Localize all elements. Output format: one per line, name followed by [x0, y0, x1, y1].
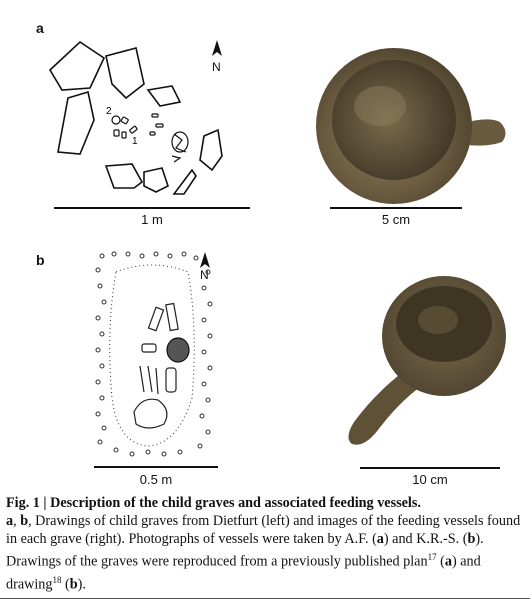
stone-8 [174, 170, 196, 194]
stone-1 [50, 42, 104, 90]
caption-text: ) and K.R.-S. ( [383, 531, 468, 547]
caption-ref: b [69, 576, 78, 593]
skeleton [134, 304, 178, 428]
caption-citation: 18 [52, 574, 62, 585]
north-arrow-icon [210, 40, 224, 58]
scale-label-a-drawing: 1 m [141, 212, 163, 227]
figure-caption [6, 494, 524, 593]
vessel-b-marker [167, 338, 189, 362]
caption-ref: b [20, 513, 29, 529]
scale-bar-a-photo [330, 207, 462, 209]
panel-letter-b: b [36, 252, 45, 268]
bottom-rule [0, 598, 530, 599]
caption-text: ). Drawings of the graves were reproduced from a previously published plan [6, 531, 484, 570]
caption-text: ). [77, 576, 86, 593]
vessel-a-photo [310, 44, 524, 208]
caption-ref: b [467, 531, 476, 547]
skull [134, 399, 167, 428]
scale-label-b-photo: 10 cm [412, 472, 448, 487]
stone-4 [58, 92, 94, 154]
caption-text: ) and drawing [6, 553, 481, 593]
north-label-b: N [200, 268, 209, 282]
panel-letter-a: a [36, 20, 44, 36]
label-2: 2 [106, 106, 112, 117]
caption-ref: a [444, 553, 452, 570]
caption-ref: a [6, 513, 14, 529]
label-1: 1 [132, 136, 138, 147]
scale-label-a-photo: 5 cm [381, 212, 411, 227]
scale-bar-b-drawing [94, 466, 218, 468]
caption-text: ( [61, 576, 70, 593]
grave-a-drawing [44, 36, 234, 206]
caption-ref: a [376, 531, 384, 547]
caption-title: Fig. 1 | Description of the child graves and associated feeding vessels. [6, 495, 421, 511]
stone-5 [200, 130, 222, 170]
stone-6 [106, 164, 142, 188]
stone-7 [144, 168, 168, 192]
vessel-marker-2 [112, 116, 120, 124]
stone-3 [148, 86, 180, 106]
caption-text: , [13, 513, 21, 529]
stone-2 [106, 48, 144, 98]
caption-text: ( [436, 553, 445, 570]
vessel-b-photo [322, 272, 508, 452]
scale-bar-b-photo [360, 467, 500, 469]
north-label-a: N [212, 60, 221, 74]
scale-bar-a-drawing [54, 207, 250, 209]
scale-label-b-drawing: 0.5 m [139, 472, 173, 487]
caption-citation: 17 [427, 552, 437, 562]
caption-text: , Drawings of child graves from Dietfurt (left) and images of the feeding vessels found in each grave (right). Photographs of vessels were taken by A.F. ( [6, 513, 521, 547]
